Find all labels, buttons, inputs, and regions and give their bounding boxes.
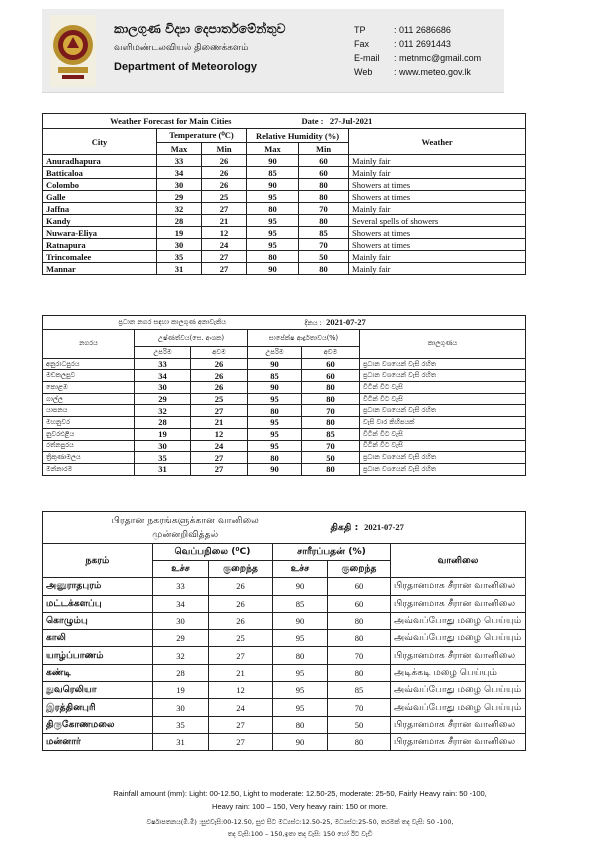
weather-description: විටින් විට වැසි [360,428,526,440]
table-row [43,239,526,251]
humidity-max-value: 85 [248,370,302,382]
city-name: இரத்தினபுரி [43,699,153,716]
humidity-min-value: 60 [328,595,391,612]
humidity-min-value: 80 [302,417,360,429]
city-name: අනුරාධපුරය [43,358,135,370]
humidity-max-value: 80 [273,647,328,664]
city-name: அனுராதபுரம் [43,578,153,595]
humidity-min-value: 70 [328,699,391,716]
table-row [43,682,526,699]
table-row [43,370,526,382]
temp-min-value: 27 [191,463,248,475]
city-name: Batticaloa [43,167,157,179]
temp-max-value: 19 [153,682,209,699]
col-city-header: நகரம் [43,544,153,578]
col-temp-max: உச்ச [153,561,209,578]
forecast-table-tamil [42,511,526,751]
temp-max-value: 34 [153,595,209,612]
weather-description: அவ்வப்போது மழை பெய்யும் [391,682,526,699]
date-cell [302,316,526,330]
temp-max-value: 33 [153,578,209,595]
humidity-min-value: 80 [299,191,349,203]
city-name: நுவரெலியா [43,682,153,699]
weather-description: அடிக்கடி மழை பெய்யும் [391,664,526,681]
temp-min-value: 27 [202,251,247,263]
temp-max-value: 35 [157,251,202,263]
city-name: ත්‍රිකුණාමලය [43,452,135,464]
city-name: රත්නපුරය [43,440,135,452]
humidity-max-value: 95 [248,393,302,405]
weather-description: Mainly fair [349,203,526,215]
city-name: கண்டி [43,664,153,681]
temp-min-value: 26 [202,167,247,179]
contact-web: : www.meteo.gov.lk [394,67,471,77]
temp-max-value: 35 [153,716,209,733]
col-humidity-header: Relative Humidity (%) [247,129,349,143]
table-row [43,215,526,227]
humidity-max-value: 85 [247,167,299,179]
weather-description: பிரதானமாக சீரான வானிலை [391,716,526,733]
col-hum-min: Min [299,143,349,155]
humidity-max-value: 95 [273,682,328,699]
humidity-max-value: 95 [247,239,299,251]
table-row [43,191,526,203]
temp-max-value: 31 [153,733,209,750]
humidity-min-value: 80 [299,179,349,191]
col-temp-min: குறைந்த [209,561,273,578]
humidity-min-value: 80 [328,612,391,629]
temp-max-value: 30 [153,612,209,629]
weather-description: பிரதானமாக சீரான வானிலை [391,578,526,595]
temp-min-value: 27 [209,733,273,750]
city-name: மட்டக்களப்பு [43,595,153,612]
weather-description: Showers at times [349,239,526,251]
weather-description: ප්‍රධාන වශයෙන් වැසි රහිත [360,452,526,464]
contact-label: Web [354,67,373,77]
humidity-max-value: 95 [247,191,299,203]
contact-label: TP [354,25,366,35]
humidity-max-value: 80 [273,716,328,733]
temp-min-value: 26 [202,179,247,191]
department-name-english: Department of Meteorology [114,61,258,73]
weather-description: Showers at times [349,191,526,203]
temp-min-value: 25 [209,630,273,647]
col-city-header: නගරය [43,330,135,359]
city-name: කොළඹ [43,382,135,394]
humidity-max-value: 95 [247,227,299,239]
city-name: Anuradhapura [43,155,157,167]
department-name-tamil: வளிமண்டலவியல் திணைக்களம் [114,43,249,53]
humidity-min-value: 80 [328,664,391,681]
table-title: ප්‍රධාන නගර සඳහා කාලගුණ අනාවැකිය [43,316,302,330]
date-value: 2021-07-27 [326,317,366,327]
city-name: Colombo [43,179,157,191]
temp-max-value: 33 [135,358,191,370]
temp-max-value: 31 [157,263,202,275]
humidity-min-value: 50 [328,716,391,733]
table-row [43,647,526,664]
weather-description: වැසි වාර කිහිපයක් [360,417,526,429]
temp-max-value: 29 [153,630,209,647]
temp-min-value: 26 [209,578,273,595]
table-row [43,463,526,475]
col-city-header: City [43,129,157,155]
table-row [43,578,526,595]
table-row [43,405,526,417]
date-value: 27-Jul-2021 [329,116,373,126]
temp-min-value: 12 [191,428,248,440]
humidity-min-value: 85 [299,227,349,239]
temp-min-value: 24 [209,699,273,716]
col-weather-header: කාලගුණය [360,330,526,359]
title-line-2: முன்னறிவித்தல் [152,528,219,540]
weather-description: විටින් විට වැසි [360,440,526,452]
temp-min-value: 27 [209,647,273,664]
city-name: ගාල්ල [43,393,135,405]
date-label: දිනය : [304,319,322,327]
col-hum-max: Max [247,143,299,155]
humidity-max-value: 80 [247,203,299,215]
humidity-min-value: 70 [302,405,360,417]
temp-min-value: 27 [202,203,247,215]
temp-min-value: 25 [191,393,248,405]
temp-max-value: 32 [157,203,202,215]
humidity-max-value: 90 [247,179,299,191]
contact-email: : metnmc@gmail.com [394,53,482,63]
col-humidity-header: சாரீரப்பதன் (%) [273,544,391,561]
humidity-min-value: 80 [302,463,360,475]
humidity-min-value: 80 [299,215,349,227]
weather-description: ප්‍රධාන වශයෙන් වැසි රහිත [360,405,526,417]
humidity-min-value: 60 [299,167,349,179]
humidity-max-value: 90 [273,612,328,629]
table-row [43,440,526,452]
table-row [43,452,526,464]
temp-max-value: 32 [153,647,209,664]
weather-description: அவ்வப்போது மழை பெய்யும் [391,612,526,629]
weather-description: ප්‍රධාන වශයෙන් වැසි රහිත [360,370,526,382]
table-row [43,203,526,215]
rainfall-legend-english [0,787,600,813]
humidity-max-value: 90 [247,155,299,167]
forecast-table-sinhala [42,315,526,476]
weather-description: பிரதானமாக சீரான வானிலை [391,733,526,750]
date-label: திகதி : [330,521,359,533]
table-row [43,382,526,394]
humidity-min-value: 50 [299,251,349,263]
weather-description: அவ்வப்போது மழை பெய்யும் [391,630,526,647]
city-name: Nuwara-Eliya [43,227,157,239]
table-title: Weather Forecast for Main Cities [43,114,299,129]
weather-description: Showers at times [349,227,526,239]
humidity-min-value: 70 [302,440,360,452]
footer-line-1: වර්ෂාපතනය(මි.මී) :සුළුවැසි:00-12.50, සුළු සිට මධ්‍යස්ථ:12.50-25, මධ්‍යස්ථ:25-50, තරමක් තද වැසි: 50 -100, [146,818,454,826]
temp-max-value: 35 [135,452,191,464]
city-name: காலி [43,630,153,647]
humidity-min-value: 70 [328,647,391,664]
city-name: கொழும்பு [43,612,153,629]
humidity-max-value: 85 [273,595,328,612]
date-cell [299,114,526,129]
col-humidity-header: සාපේක්ෂ ආර්ද්‍රතාවය(%) [248,330,360,347]
col-temp-max: Max [157,143,202,155]
humidity-max-value: 95 [248,440,302,452]
col-hum-max: උපරිම [248,347,302,359]
temp-min-value: 24 [191,440,248,452]
city-name: Galle [43,191,157,203]
table-row [43,251,526,263]
date-cell [328,512,526,544]
temp-min-value: 27 [191,405,248,417]
weather-description: ප්‍රධාන වශයෙන් වැසි රහිත [360,463,526,475]
table-row [43,263,526,275]
temp-min-value: 21 [191,417,248,429]
temp-max-value: 30 [157,179,202,191]
temp-max-value: 28 [157,215,202,227]
humidity-min-value: 70 [299,239,349,251]
temp-max-value: 33 [157,155,202,167]
table-body [43,578,526,751]
footer-line-2: තද වැසි:100 – 150,ඉතා තද වැසි: 150 හෝ ඊට වැඩි [227,830,373,838]
city-name: මන්නාරම [43,463,135,475]
humidity-max-value: 90 [273,578,328,595]
table-row [43,699,526,716]
temp-min-value: 26 [202,155,247,167]
city-name: මහනුවර [43,417,135,429]
col-temp-max: උපරිම [135,347,191,359]
city-name: නුවරඑළිය [43,428,135,440]
temp-min-value: 12 [209,682,273,699]
temp-max-value: 30 [135,382,191,394]
contact-phone: : 011 2686686 [394,25,451,35]
humidity-max-value: 95 [273,630,328,647]
table-row [43,664,526,681]
table-body [43,358,526,475]
weather-description: විටින් විට වැසි [360,393,526,405]
humidity-max-value: 90 [248,358,302,370]
humidity-max-value: 95 [248,428,302,440]
contact-fax: : 011 2691443 [394,39,451,49]
col-temperature-header: උෂ්ණත්වය(සෙ. අංශක) [135,330,248,347]
city-name: திருகோணமலை [43,716,153,733]
temp-min-value: 26 [191,382,248,394]
col-hum-min: குறைந்த [328,561,391,578]
temp-max-value: 28 [135,417,191,429]
footer-line-1: Rainfall amount (mm): Light: 00-12.50, Light to moderate: 12.50-25, moderate: 25-50, Fairly Heavy rain: 50 -100, [113,789,487,798]
humidity-min-value: 50 [302,452,360,464]
col-temp-min: Min [202,143,247,155]
table-row [43,227,526,239]
city-name: Ratnapura [43,239,157,251]
national-emblem-icon [50,15,96,87]
city-name: Mannar [43,263,157,275]
humidity-max-value: 80 [248,452,302,464]
temp-max-value: 34 [157,167,202,179]
temp-min-value: 27 [191,452,248,464]
city-name: Trincomalee [43,251,157,263]
humidity-max-value: 80 [247,251,299,263]
humidity-max-value: 95 [273,699,328,716]
table-row [43,612,526,629]
weather-description: Mainly fair [349,263,526,275]
forecast-table-english [42,113,526,275]
humidity-min-value: 70 [299,203,349,215]
temp-min-value: 26 [191,358,248,370]
weather-description: Showers at times [349,179,526,191]
temp-min-value: 26 [209,612,273,629]
humidity-min-value: 85 [328,682,391,699]
temp-max-value: 31 [135,463,191,475]
humidity-min-value: 80 [328,733,391,750]
city-name: மன்னார் [43,733,153,750]
city-name: මඩකලපුව [43,370,135,382]
humidity-min-value: 80 [328,630,391,647]
temp-min-value: 26 [209,595,273,612]
weather-description: Mainly fair [349,167,526,179]
title-line-1: பிரதான நகரங்களுக்கான வானிலை [111,514,259,526]
humidity-min-value: 80 [299,263,349,275]
temp-min-value: 21 [202,215,247,227]
temp-max-value: 29 [157,191,202,203]
temp-min-value: 26 [191,370,248,382]
weather-description: அவ்வப்போது மழை பெய்யும் [391,699,526,716]
temp-min-value: 27 [209,716,273,733]
city-name: யாழ்ப்பாணம் [43,647,153,664]
col-hum-min: අවම [302,347,360,359]
temp-max-value: 30 [135,440,191,452]
date-value: 2021-07-27 [364,521,404,532]
weather-description: பிரதானமாக சீரான வானிலை [391,647,526,664]
table-row [43,393,526,405]
contact-label: E-mail [354,53,380,63]
humidity-min-value: 85 [302,428,360,440]
temp-min-value: 27 [202,263,247,275]
table-row [43,167,526,179]
date-label: Date : [301,116,324,126]
humidity-max-value: 90 [273,733,328,750]
temp-max-value: 30 [153,699,209,716]
humidity-max-value: 90 [248,382,302,394]
contact-label: Fax [354,39,370,49]
table-row [43,716,526,733]
weather-description: Mainly fair [349,251,526,263]
table-row [43,733,526,750]
temp-max-value: 29 [135,393,191,405]
city-name: Jaffna [43,203,157,215]
temp-max-value: 30 [157,239,202,251]
col-temperature-header: வெப்பநிலை (⁰C) [153,544,273,561]
temp-min-value: 24 [202,239,247,251]
col-weather-header: வானிலை [391,544,526,578]
weather-description: විටින් විට වැසි [360,382,526,394]
city-name: යාපනය [43,405,135,417]
temp-max-value: 32 [135,405,191,417]
humidity-min-value: 60 [302,370,360,382]
humidity-max-value: 90 [247,263,299,275]
weather-description: Several spells of showers [349,215,526,227]
table-row [43,595,526,612]
table-title [43,512,328,544]
humidity-min-value: 60 [328,578,391,595]
temp-max-value: 28 [153,664,209,681]
humidity-max-value: 80 [248,405,302,417]
city-name: Kandy [43,215,157,227]
humidity-max-value: 95 [248,417,302,429]
table-row [43,630,526,647]
temp-min-value: 12 [202,227,247,239]
col-temp-min: අවම [191,347,248,359]
table-row [43,417,526,429]
footer-line-2: Heavy rain: 100 – 150, Very heavy rain: 150 or more. [212,802,388,811]
table-row [43,428,526,440]
weather-description: பிரதானமாக சீரான வானிலை [391,595,526,612]
table-row [43,155,526,167]
temp-min-value: 25 [202,191,247,203]
humidity-min-value: 80 [302,382,360,394]
temp-max-value: 19 [135,428,191,440]
table-body [43,155,526,275]
table-row [43,358,526,370]
humidity-min-value: 60 [302,358,360,370]
humidity-max-value: 95 [273,664,328,681]
humidity-max-value: 90 [248,463,302,475]
weather-description: Mainly fair [349,155,526,167]
col-temperature-header: Temperature (⁰C) [157,129,247,143]
department-name-sinhala: කාලගුණ විද්‍යා දෙපාර්තමේන්තුව [114,21,286,36]
weather-description: ප්‍රධාන වශයෙන් වැසි රහිත [360,358,526,370]
col-hum-max: உச்ச [273,561,328,578]
contact-block [354,23,481,79]
temp-max-value: 19 [157,227,202,239]
temp-max-value: 34 [135,370,191,382]
humidity-max-value: 95 [247,215,299,227]
table-row [43,179,526,191]
humidity-min-value: 80 [302,393,360,405]
humidity-min-value: 60 [299,155,349,167]
letterhead [42,9,504,93]
col-weather-header: Weather [349,129,526,155]
rainfall-legend-sinhala [0,816,600,840]
temp-min-value: 21 [209,664,273,681]
